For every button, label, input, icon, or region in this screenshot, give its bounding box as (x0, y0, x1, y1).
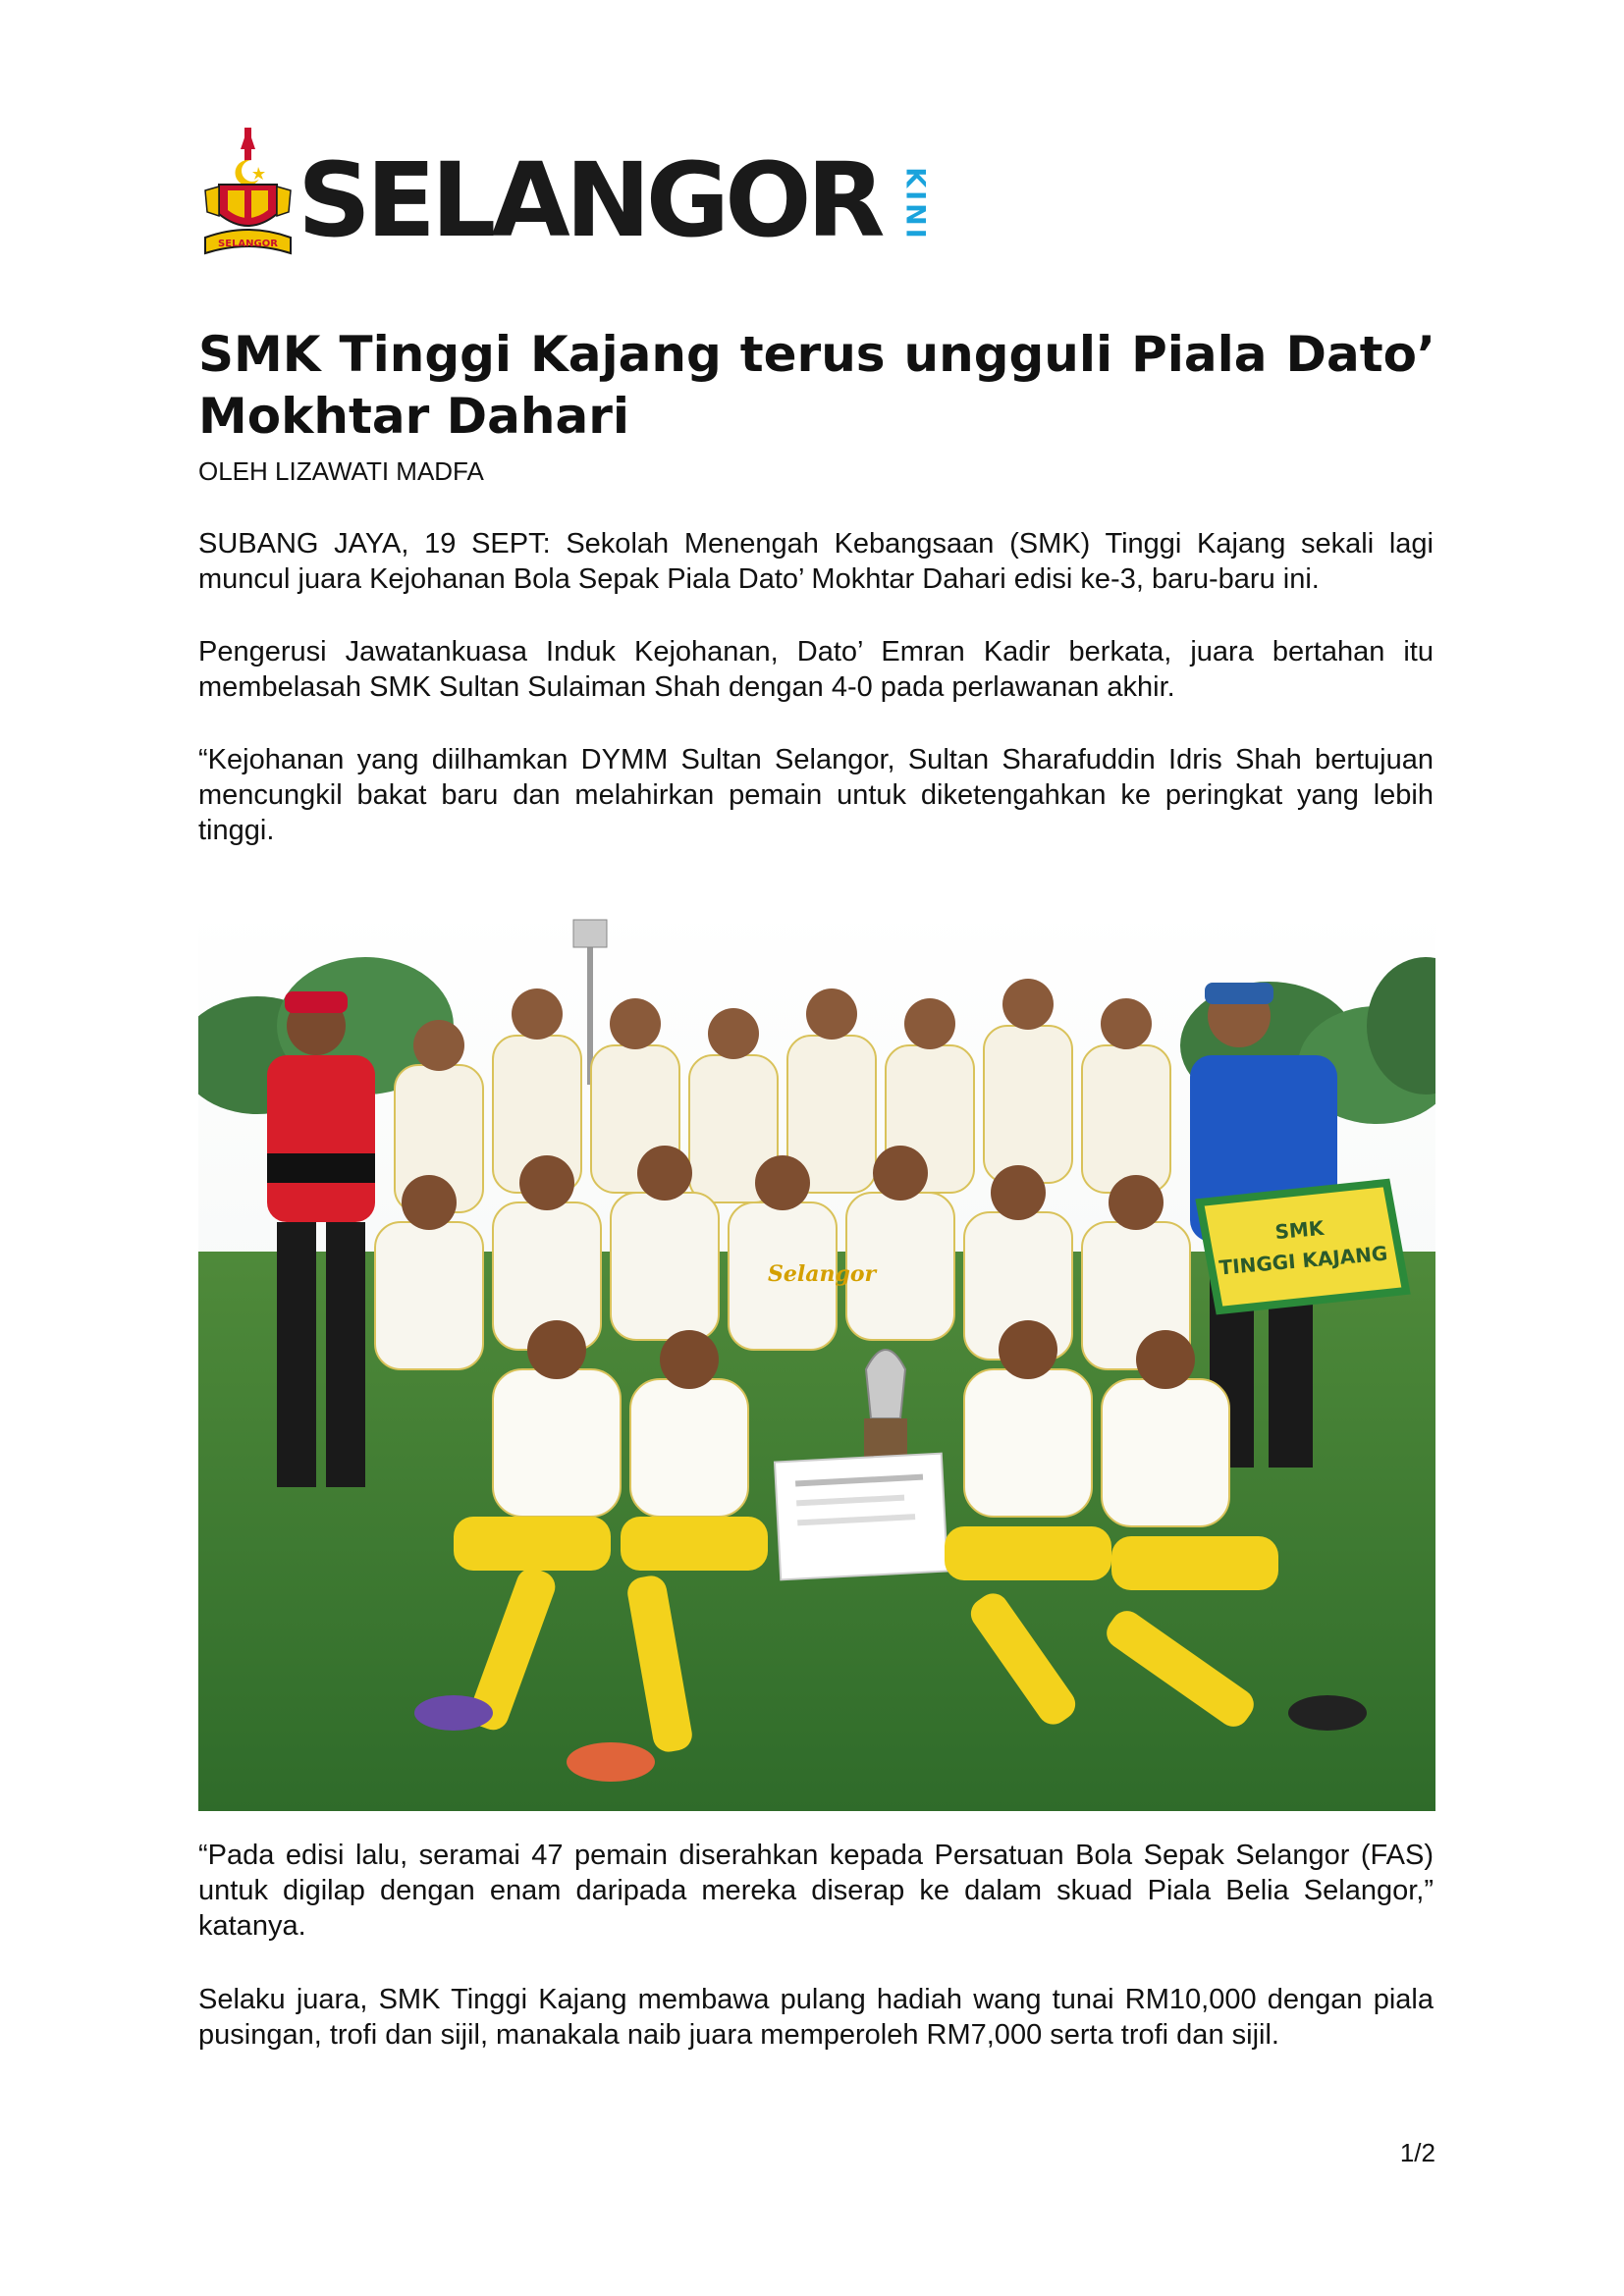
trophy (864, 1350, 907, 1458)
brand-logo: SELANGOR (298, 140, 881, 260)
article-headline: SMK Tinggi Kajang terus ungguli Piala Dato’ Mokhtar Dahari (198, 326, 1435, 445)
article-byline: OLEH LIZAWATI MADFA (198, 456, 484, 486)
selangor-crest-icon (201, 128, 295, 260)
jersey-text: Selangor (768, 1261, 877, 1287)
masthead (201, 128, 947, 260)
team-photo (198, 908, 1435, 1811)
brand-suffix-text: KINI (899, 167, 931, 241)
article-paragraph: “Kejohanan yang diilhamkan DYMM Sultan Selangor, Sultan Sharafuddin Idris Shah bertujuan mencungkil bakat baru dan melahirkan pemain untuk diketengahkan ke peringkat yang lebih tinggi. (198, 744, 1434, 846)
page-number: 1/2 (1399, 2138, 1435, 2167)
team-banner-line2: TINGGI KAJANG (1218, 1241, 1389, 1280)
team-banner-line1: SMK (1273, 1215, 1326, 1245)
certificate (775, 1454, 947, 1580)
crest-banner-text: SELANGOR (218, 239, 278, 249)
article-paragraph: SUBANG JAYA, 19 SEPT: Sekolah Menengah Kebangsaan (SMK) Tinggi Kajang sekali lagi muncul juara Kejohanan Bola Sepak Piala Dato’ Mokhtar Dahari edisi ke-3, baru-baru ini. (198, 528, 1434, 595)
article-paragraph: Selaku juara, SMK Tinggi Kajang membawa pulang hadiah wang tunai RM10,000 dengan piala pusingan, trofi dan sijil, manakala naib juara memperoleh RM7,000 serta trofi dan sijil. (198, 1984, 1434, 2051)
brand-suffix (900, 159, 930, 249)
team-banner (1200, 1183, 1406, 1310)
article-paragraph: “Pada edisi lalu, seramai 47 pemain diserahkan kepada Persatuan Bola Sepak Selangor (FAS) untuk digilap dengan enam daripada mereka diserap ke dalam skuad Piala Belia Selangor,” katanya. (198, 1840, 1434, 1942)
team-photo-illustration (198, 908, 1435, 1811)
article-paragraph: Pengerusi Jawatankuasa Induk Kejohanan, Dato’ Emran Kadir berkata, juara bertahan itu membelasah SMK Sultan Sulaiman Shah dengan 4-0 pada perlawanan akhir. (198, 636, 1434, 703)
